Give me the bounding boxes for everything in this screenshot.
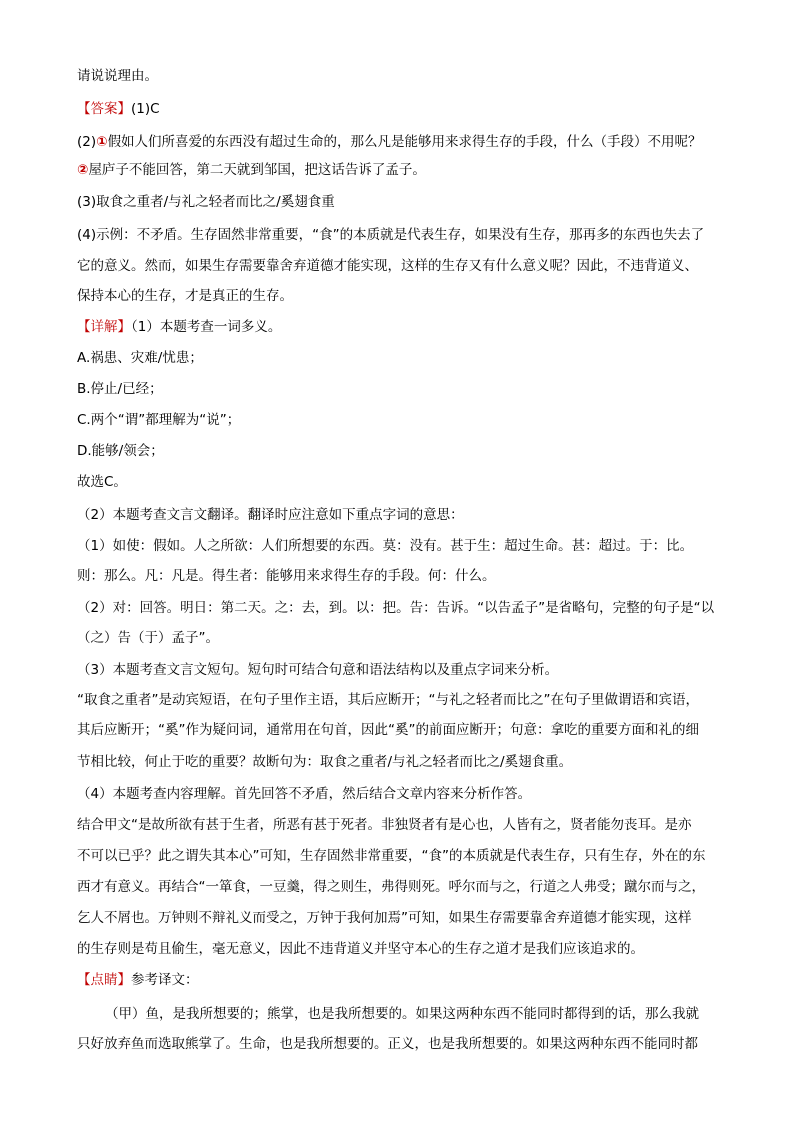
answer-2b-line xyxy=(77,160,737,180)
text-line: 节相比较，何止于吃的重要？故断句为：取食之重者/与礼之轻者而比之/奚翅食重。 xyxy=(77,754,573,770)
text-line: （3）本题考查文言文短句。短句时可结合句意和语法结构以及重点字词来分析。 xyxy=(77,662,559,678)
text-line: 结合甲文“是故所欲有甚于生者，所恶有甚于死者。非独贤者有是心也，人皆有之，贤者能勿丧耳。是亦 xyxy=(77,817,692,833)
text-line: （4）本题考查内容理解。首先回答不矛盾，然后结合文章内容来分析作答。 xyxy=(77,786,532,802)
text-line: 西才有意义。再结合“一箪食，一豆羹，得之则生，弗得则死。呼尔而与之，行道之人弗受；蹴尔而与之， xyxy=(77,879,705,895)
text-line: “取食之重者”是动宾短语，在句子里作主语，其后应断开；“与礼之轻者而比之”在句子里做谓语和宾语， xyxy=(77,692,699,708)
note-text: 参考译文： xyxy=(131,972,199,988)
text-line: 其后应断开；“奚”作为疑问词，通常用在句首，因此“奚”的前面应断开；句意：拿吃的重要方面和礼的细 xyxy=(77,722,699,738)
text-line: （1）如使：假如。人之所欲：人们所想要的东西。莫：没有。甚于生：超过生命。甚：超过。于：比。 xyxy=(77,538,694,554)
text-line: 它的意义。然而，如果生存需要靠舍弃道德才能实现，这样的生存又有什么意义呢？因此，不违背道义、 xyxy=(77,258,698,274)
text-line: 的生存则是苟且偷生，毫无意义，因此不违背道义并坚守本心的生存之道才是我们应该追求的。 xyxy=(77,941,644,957)
text-line: 则：那么。凡：凡是。得生者：能够用来求得生存的手段。何：什么。 xyxy=(77,568,496,584)
text-line: B.停止/已经； xyxy=(77,381,163,397)
text-line: C.两个“谓”都理解为“说”； xyxy=(77,412,241,428)
answer-4-line: (4)示例：不矛盾。生存固然非常重要，“食”的本质就是代表生存，如果没有生存，那再多的东西也失去了 xyxy=(77,227,705,243)
text-line: 请说说理由。 xyxy=(77,68,158,84)
text-line: 只好放弃鱼而选取熊掌了。生命，也是我所想要的。正义，也是我所想要的。如果这两种东西不能同时都 xyxy=(77,1036,698,1052)
circle-number-2: ② xyxy=(77,162,89,178)
answer-2-prefix: (2) xyxy=(77,134,97,150)
text-line: 故选C。 xyxy=(77,474,127,490)
note-line xyxy=(77,970,737,990)
answer-2-text-2: 屋庐子不能回答，第二天就到邹国，把这话告诉了孟子。 xyxy=(88,162,426,178)
circle-number-1: ① xyxy=(96,134,108,150)
answer-3-line: (3)取食之重者/与礼之轻者而比之/奚翅食重 xyxy=(77,194,335,210)
text-line: （2）本题考查文言文翻译。翻译时应注意如下重点字词的意思： xyxy=(77,507,464,523)
answer-label: 【答案】 xyxy=(77,101,131,117)
answer-1: (1)C xyxy=(131,101,160,117)
detail-text: （1）本题考查一词多义。 xyxy=(131,319,282,335)
text-line: 不可以已乎？此之谓失其本心”可知，生存固然非常重要，“食”的本质就是代表生存，只有生存，外在的东 xyxy=(77,848,706,864)
detail-line xyxy=(77,317,737,337)
detail-label: 【详解】 xyxy=(77,319,131,335)
text-line: （甲）鱼，是我所想要的；熊掌，也是我所想要的。如果这两种东西不能同时都得到的话，那么我就 xyxy=(105,1006,699,1022)
text-line: （之）告（于）孟子”。 xyxy=(77,630,219,646)
answer-2-line xyxy=(77,132,737,152)
text-line: A.祸患、灾难/忧患； xyxy=(77,350,203,366)
answer-2-text-1: 假如人们所喜爱的东西没有超过生命的，那么凡是能够用来求得生存的手段，什么（手段）不用呢？ xyxy=(107,134,702,150)
note-label: 【点睛】 xyxy=(77,972,131,988)
text-line: 乞人不屑也。万钟则不辩礼义而受之，万钟于我何加焉”可知，如果生存需要靠舍弃道德才能实现，这样 xyxy=(77,910,692,926)
text-line: D.能够/领会； xyxy=(77,443,164,459)
text-line: （2）对：回答。明日：第二天。之：去，到。以：把。告：告诉。“以告孟子”是省略句，完整的句子是“以 xyxy=(77,600,715,616)
answer-line xyxy=(77,99,737,119)
text-line: 保持本心的生存，才是真正的生存。 xyxy=(77,288,293,304)
